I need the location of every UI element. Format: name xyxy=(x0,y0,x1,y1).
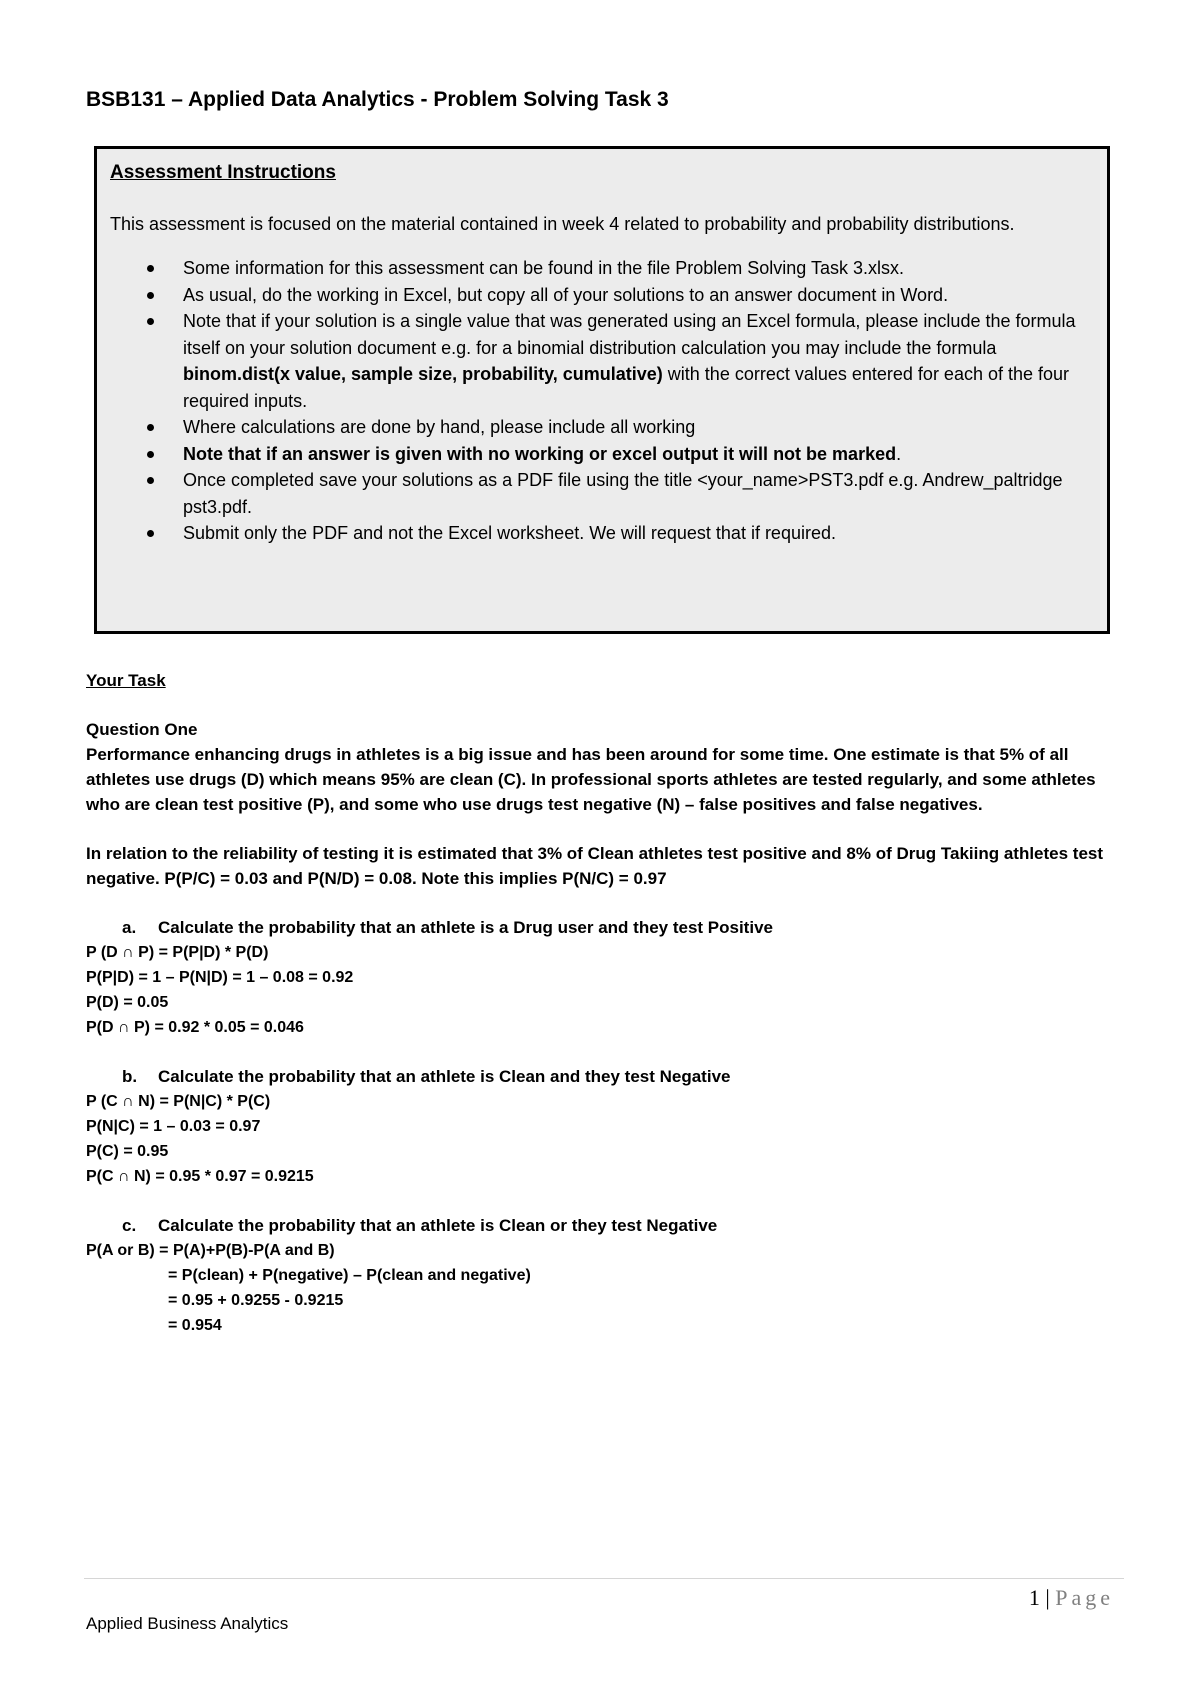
assessment-instructions-box xyxy=(94,146,1110,634)
task-heading: Your Task xyxy=(86,671,166,690)
working-line: P(D ∩ P) = 0.92 * 0.05 = 0.046 xyxy=(86,1019,304,1036)
sub-question-text: Calculate the probability that an athlete is Clean and they test Negative xyxy=(158,1067,731,1086)
sub-question-letter: b. xyxy=(122,1067,138,1086)
task-section xyxy=(86,668,1126,1338)
instruction-item xyxy=(183,308,1094,414)
sub-question-text: Calculate the probability that an athlete is a Drug user and they test Positive xyxy=(158,918,773,937)
instruction-item: Note that if an answer is given with no working or excel output it will not be marked. xyxy=(183,441,1094,468)
page-number xyxy=(1029,1584,1114,1612)
sub-question-b xyxy=(86,1064,1126,1089)
footer-divider xyxy=(84,1578,1124,1579)
document-title: BSB131 – Applied Data Analytics - Problem Solving Task 3 xyxy=(86,88,669,111)
question-title: Question One xyxy=(86,720,198,739)
working-line: P(C) = 0.95 xyxy=(86,1143,169,1160)
page-number-word: Page xyxy=(1055,1585,1114,1610)
instruction-text: Note that if your solution is a single value that was generated using an Excel formula, please include the formula itself on your solution document e.g. for a binomial distribution calculation you may include the formula xyxy=(183,311,1076,358)
working-line: = 0.954 xyxy=(168,1317,222,1334)
page-number-value: 1 xyxy=(1028,1585,1040,1610)
instructions-heading: Assessment Instructions xyxy=(110,162,336,183)
instructions-list xyxy=(110,255,1094,547)
working-line: P(N|C) = 1 – 0.03 = 0.97 xyxy=(86,1118,261,1135)
sub-question-a xyxy=(86,915,1126,940)
sub-question-letter: a. xyxy=(122,918,137,937)
working-line: P(D) = 0.05 xyxy=(86,994,169,1011)
instruction-text: with the correct values entered for each of the four required inputs. xyxy=(183,364,1070,411)
instruction-item: Where calculations are done by hand, please include all working xyxy=(183,414,1094,441)
question-paragraph: Performance enhancing drugs in athletes is a big issue and has been around for some time. One estimate is that 5% of all athletes use drugs (D) which means 95% are clean (C). In professional sports athletes are tested regularly, and some athletes who are clean test positive (P), and some who use drugs test negative (N) – false positives and false negatives. xyxy=(86,745,1096,814)
sub-question-letter: c. xyxy=(122,1216,137,1235)
instruction-item: Some information for this assessment can be found in the file Problem Solving Task 3.xlsx. xyxy=(183,255,1094,282)
instructions-intro: This assessment is focused on the material contained in week 4 related to probability and probability distributions. xyxy=(110,214,1015,234)
sub-question-c xyxy=(86,1213,1126,1238)
question-paragraph: In relation to the reliability of testing it is estimated that 3% of Clean athletes test positive and 8% of Drug Takiing athletes test negative. P(P/C) = 0.03 and P(N/D) = 0.08. Note this implies P(N/C) = 0.97 xyxy=(86,844,1104,888)
footer-text: Applied Business Analytics xyxy=(86,1614,289,1633)
sub-question-text: Calculate the probability that an athlete is Clean or they test Negative xyxy=(158,1216,718,1235)
instruction-item: Once completed save your solutions as a PDF file using the title <your_name>PST3.pdf e.g. Andrew_paltridge pst3.pdf. xyxy=(183,467,1094,520)
working-line: = 0.95 + 0.9255 - 0.9215 xyxy=(168,1292,344,1309)
working-line: P(A or B) = P(A)+P(B)-P(A and B) xyxy=(86,1242,335,1259)
working-line: P(C ∩ N) = 0.95 * 0.97 = 0.9215 xyxy=(86,1168,314,1185)
excel-formula: binom.dist(x value, sample size, probability, cumulative) xyxy=(183,364,663,384)
instruction-warning: Note that if an answer is given with no working or excel output it will not be marked xyxy=(183,443,897,464)
instruction-item: As usual, do the working in Excel, but copy all of your solutions to an answer document in Word. xyxy=(183,282,1094,309)
working-line: P (D ∩ P) = P(P|D) * P(D) xyxy=(86,944,269,961)
working-line: P (C ∩ N) = P(N|C) * P(C) xyxy=(86,1093,271,1110)
instruction-item: Submit only the PDF and not the Excel worksheet. We will request that if required. xyxy=(183,520,1094,547)
page-number-separator: | xyxy=(1039,1585,1056,1610)
working-line: = P(clean) + P(negative) – P(clean and negative) xyxy=(168,1267,531,1284)
working-line: P(P|D) = 1 – P(N|D) = 1 – 0.08 = 0.92 xyxy=(86,969,354,986)
